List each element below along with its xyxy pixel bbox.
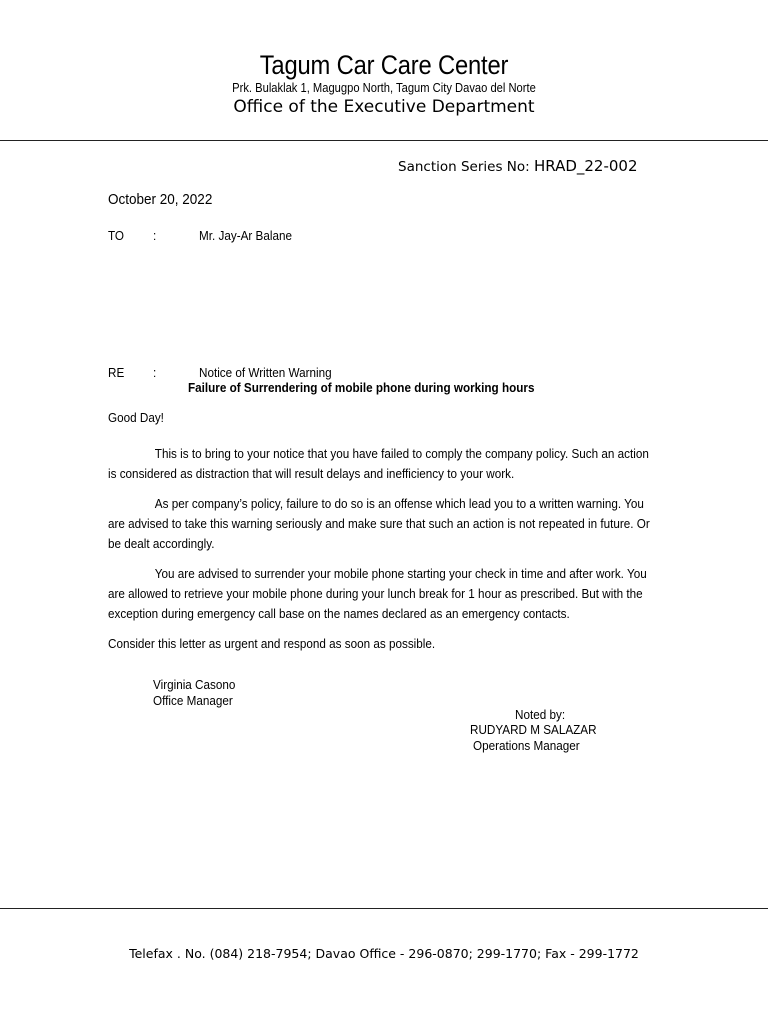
paragraph-1 [108,444,659,484]
re-label: RE [108,365,125,380]
recipient-name: Mr. Jay-Ar Balane [199,228,292,243]
re-colon: : [153,365,157,380]
greeting: Good Day! [108,410,164,425]
series-number: HRAD_22-002 [533,157,638,175]
company-name: Tagum Car Care Center [259,50,509,80]
re-title: Notice of Written Warning [199,365,332,380]
signatory-name: Virginia Casono [153,677,236,692]
company-address: Prk. Bulaklak 1, Magugpo North, Tagum City Davao del Norte [232,80,536,95]
department-name: Office of the Executive Department [233,97,535,117]
noted-by-label: Noted by: [515,707,566,722]
paragraph-2-text: As per company’s policy, failure to do so is an offense which lead you to a written warning. You are advised to take this warning seriously and make sure that such an action is not repeated in future. Or be dealt accordingly. [108,496,650,551]
paragraph-2 [108,494,659,554]
re-subject: Failure of Surrendering of mobile phone during working hours [188,380,535,395]
to-label: TO [108,228,125,243]
paragraph-3 [108,564,659,624]
closing-sentence: Consider this letter as urgent and respond as soon as possible. [108,636,436,651]
footer-divider [0,908,768,909]
noted-by-title: Operations Manager [473,738,580,753]
paragraph-1-text: This is to bring to your notice that you have failed to comply the company policy. Such an action is considered as distraction that will result delays and inefficiency to your work. [108,446,649,481]
footer-contact: Telefax . No. (084) 218-7954; Davao Office - 296-0870; 299-1770; Fax - 299-1772 [129,946,639,961]
signatory-title: Office Manager [153,693,233,708]
series-label: Sanction Series No: [398,159,530,175]
sanction-series [398,157,638,175]
to-colon: : [153,228,157,243]
noted-by-name: RUDYARD M SALAZAR [470,722,597,737]
paragraph-3-text: You are advised to surrender your mobile phone starting your check in time and after work. You are allowed to retrieve your mobile phone during your lunch break for 1 hour as prescribed. But with the exception during emergency call base on the names declared as an emergency contacts. [108,566,647,621]
letter-date: October 20, 2022 [108,191,213,208]
header-divider [0,140,768,141]
